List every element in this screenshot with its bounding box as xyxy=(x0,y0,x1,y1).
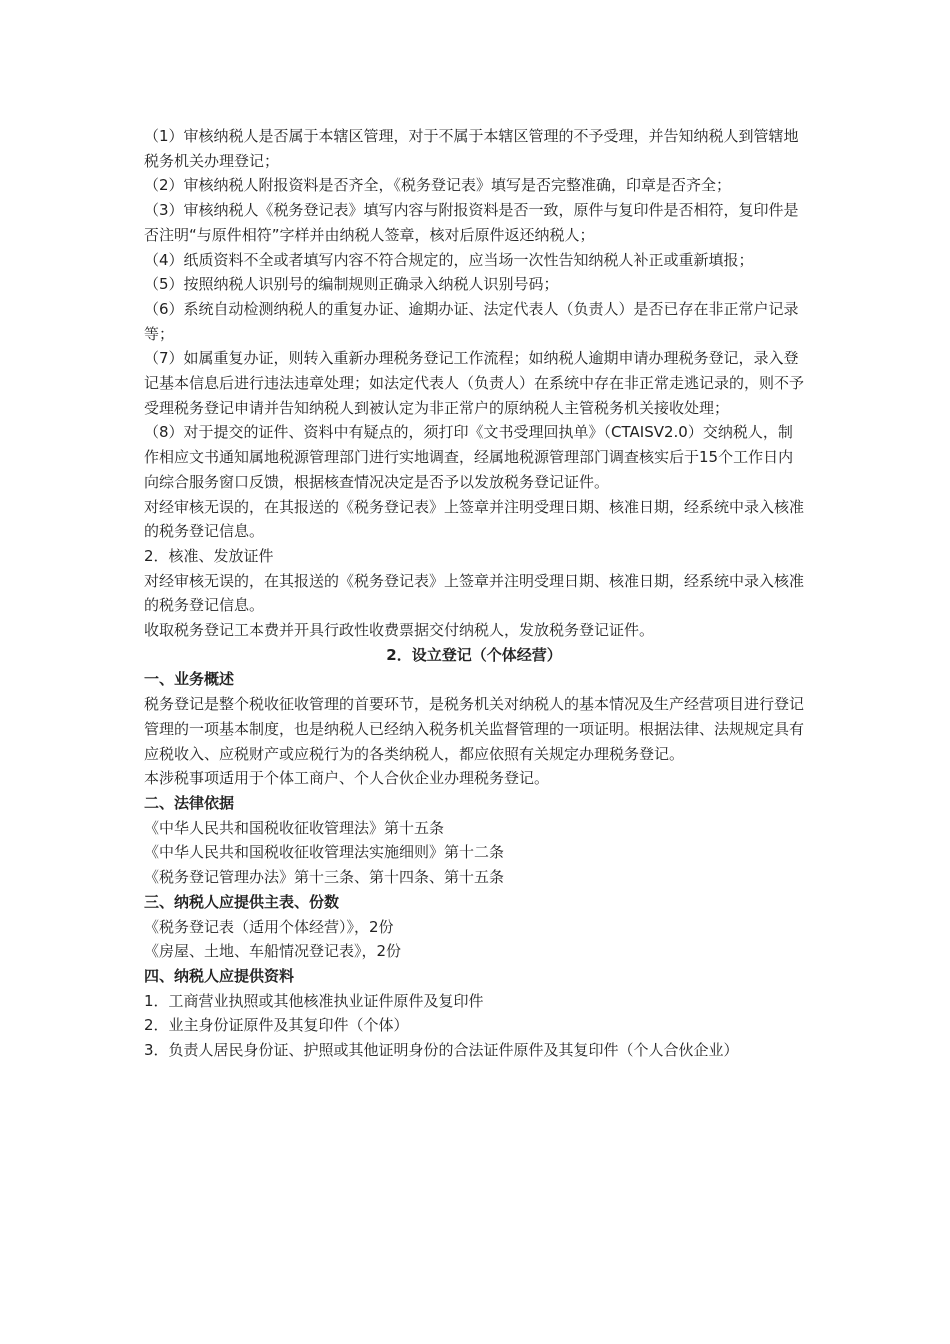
review-item-2: （2）审核纳税人附报资料是否齐全，《税务登记表》填写是否完整准确，印章是否齐全； xyxy=(144,176,732,195)
material-item-2: 2．业主身份证原件及其复印件（个体） xyxy=(144,1016,409,1035)
approval-paragraph: 对经审核无误的，在其报送的《税务登记表》上签章并注明受理日期、核准日期，经系统中录入核准的税务登记信息。 xyxy=(144,497,805,541)
fee-paragraph: 收取税务登记工本费并开具行政性收费票据交付纳税人，发放税务登记证件。 xyxy=(144,621,655,640)
review-item-4: （4）纸质资料不全或者填写内容不符合规定的，应当场一次性告知纳税人补正或重新填报； xyxy=(144,250,754,269)
overview-paragraph-1: 税务登记是整个税收征收管理的首要环节，是税务机关对纳税人的基本情况及生产经营项目进行登记管理的一项基本制度，也是纳税人已经纳入税务机关监督管理的一项证明。根据法律、法规规定具有应税收入、应税财产或应税行为的各类纳税人，都应依照有关规定办理税务登记。 xyxy=(144,695,805,763)
approval-paragraph-2: 对经审核无误的，在其报送的《税务登记表》上签章并注明受理日期、核准日期，经系统中录入核准的税务登记信息。 xyxy=(144,571,805,615)
material-item-3: 3．负责人居民身份证、护照或其他证明身份的合法证件原件及其复印件（个人合伙企业） xyxy=(144,1041,739,1060)
law-item-2: 《中华人民共和国税收征收管理法实施细则》第十二条 xyxy=(144,843,505,862)
review-item-6: （6）系统自动检测纳税人的重复办证、逾期办证、法定代表人（负责人）是否已存在非正常户记录等； xyxy=(144,299,799,343)
heading-materials: 四、纳税人应提供资料 xyxy=(144,966,295,985)
heading-overview: 一、业务概述 xyxy=(144,670,235,689)
document-page xyxy=(144,124,804,1063)
form-item-1: 《税务登记表（适用个体经营）》，2份 xyxy=(144,917,394,936)
review-item-3: （3）审核纳税人《税务登记表》填写内容与附报资料是否一致，原件与复印件是否相符，复印件是否注明“与原件相符”字样并由纳税人签章，核对后原件返还纳税人； xyxy=(144,201,799,244)
review-item-1: （1）审核纳税人是否属于本辖区管理，对于不属于本辖区管理的不予受理，并告知纳税人到管辖地税务机关办理登记； xyxy=(144,127,799,170)
form-item-2: 《房屋、土地、车船情况登记表》，2份 xyxy=(144,942,402,961)
section-title: 2．设立登记（个体经营） xyxy=(386,645,562,664)
review-item-7: （7）如属重复办证，则转入重新办理税务登记工作流程；如纳税人逾期申请办理税务登记，录入登记基本信息后进行违法违章处理；如法定代表人（负责人）在系统中存在非正常走逃记录的，则不予受理税务登记申请并告知纳税人到被认定为非正常户的原纳税人主管税务机关接收处理； xyxy=(144,349,805,417)
review-item-8: （8）对于提交的证件、资料中有疑点的，须打印《文书受理回执单》（CTAISV2.0）交纳税人，制作相应文书通知属地税源管理部门进行实地调查，经属地税源管理部门调查核实后于15个工作日内向综合服务窗口反馈，根据核查情况决定是否予以发放税务登记证件。 xyxy=(144,423,794,491)
heading-legal-basis: 二、法律依据 xyxy=(144,793,235,812)
law-item-1: 《中华人民共和国税收征收管理法》第十五条 xyxy=(144,818,445,837)
review-item-5: （5）按照纳税人识别号的编制规则正确录入纳税人识别号码； xyxy=(144,275,559,294)
material-item-1: 1．工商营业执照或其他核准执业证件原件及复印件 xyxy=(144,991,484,1010)
step-2-heading: 2．核准、发放证件 xyxy=(144,546,274,565)
overview-paragraph-2: 本涉税事项适用于个体工商户、个人合伙企业办理税务登记。 xyxy=(144,769,550,788)
law-item-3: 《税务登记管理办法》第十三条、第十四条、第十五条 xyxy=(144,868,505,887)
heading-forms: 三、纳税人应提供主表、份数 xyxy=(144,892,340,911)
